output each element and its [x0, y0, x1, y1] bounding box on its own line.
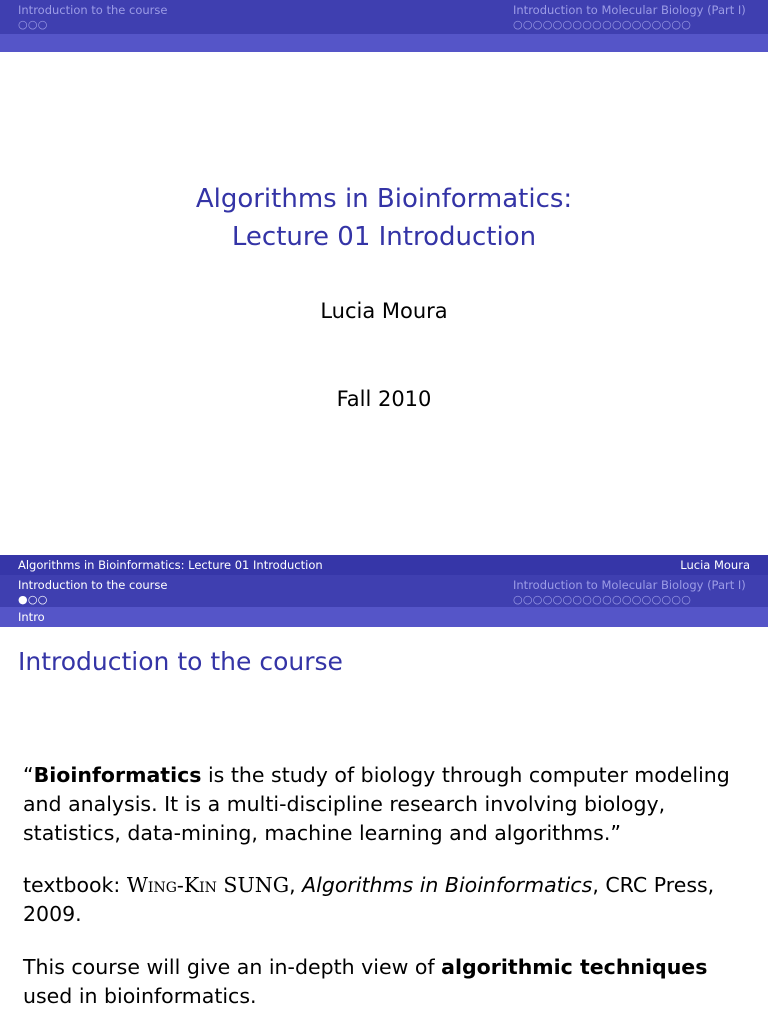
course-text-bold: algorithmic techniques	[441, 955, 708, 979]
presentation-date: Fall 2010	[336, 387, 432, 411]
frame-title: Introduction to the course	[18, 647, 343, 676]
nav-section-intro-course[interactable]: Introduction to the course	[18, 3, 168, 17]
textbook-title: Algorithms in Bioinformatics	[302, 873, 593, 897]
slide-title-line1: Algorithms in Bioinformatics:	[195, 184, 573, 214]
slide-title-line2: Lecture 01 Introduction	[231, 222, 537, 252]
nav-section-molecular-biology[interactable]: Introduction to Molecular Biology (Part I)	[513, 3, 746, 17]
quote-term: Bioinformatics	[33, 763, 202, 787]
course-paragraph	[23, 953, 743, 1011]
quote-text: is the study of biology through computer modeling and analysis. It is a multi-discipline research involving biology, statistics, data-mining, machine learning and algorithms.”	[23, 763, 730, 845]
nav-dots-intro-course[interactable]: ●○○	[18, 593, 48, 606]
footer-short-title: Algorithms in Bioinformatics: Lecture 01 Introduction	[18, 558, 323, 572]
footer-title-bar	[0, 555, 768, 575]
header-subsection-bar	[0, 34, 768, 52]
title-block	[0, 180, 768, 256]
footer-author: Lucia Moura	[680, 558, 750, 572]
nav-section-intro-course[interactable]: Introduction to the course	[18, 578, 168, 592]
quote-open: “	[23, 763, 34, 787]
content-slide	[0, 555, 768, 1024]
textbook-paragraph	[23, 871, 743, 929]
textbook-label: textbook:	[23, 873, 127, 897]
subsection-label[interactable]: Intro	[18, 610, 45, 624]
header-nav-bar	[0, 575, 768, 607]
textbook-author: Wing-Kin SUNG	[126, 873, 290, 897]
header-nav-bar	[0, 0, 768, 34]
textbook-rest: , CRC Press, 2009.	[23, 873, 715, 926]
course-text-pre: This course will give an in-depth view of	[23, 955, 442, 979]
header-subsection-bar	[0, 607, 768, 627]
nav-section-molecular-biology[interactable]: Introduction to Molecular Biology (Part I)	[513, 578, 746, 592]
nav-dots-intro-course[interactable]: ○○○	[18, 18, 48, 31]
quote-paragraph	[23, 761, 743, 848]
course-text-post: used in bioinformatics.	[23, 984, 257, 1008]
nav-dots-molecular-biology[interactable]: ○○○○○○○○○○○○○○○○○○	[513, 18, 692, 31]
nav-dots-molecular-biology[interactable]: ○○○○○○○○○○○○○○○○○○	[513, 593, 692, 606]
author-name: Lucia Moura	[320, 299, 448, 323]
textbook-sep: ,	[289, 873, 303, 897]
